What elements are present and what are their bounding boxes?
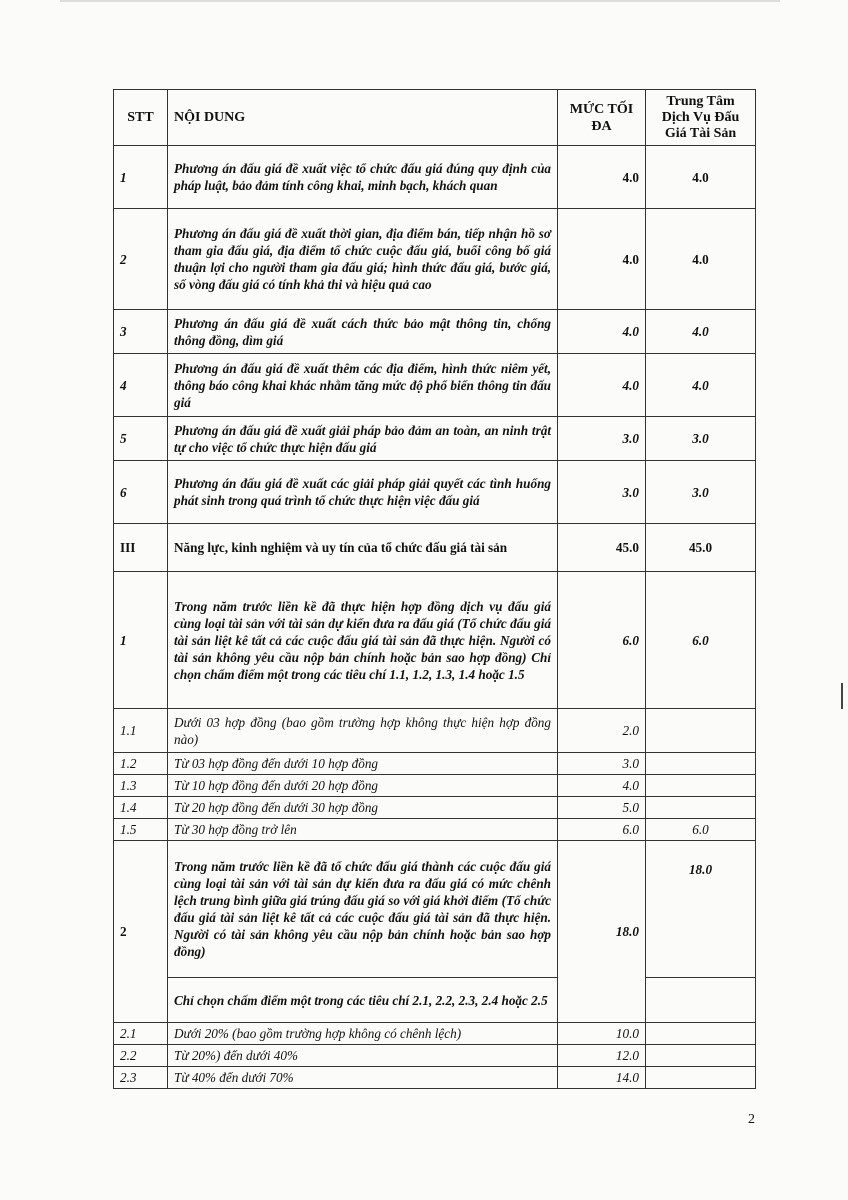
row-stt: 1.3: [114, 775, 168, 797]
row-content: Phương án đấu giá đề xuất giải pháp bảo đảm an toàn, an ninh trật tự cho việc tổ chức thực hiện đấu giá: [168, 417, 558, 461]
row-score: 4.0: [646, 310, 756, 354]
row-score: 6.0: [646, 819, 756, 841]
scoring-table: [113, 89, 756, 1089]
row-score: [646, 797, 756, 819]
row-content: Phương án đấu giá đề xuất cách thức bảo mật thông tin, chống thông đồng, dìm giá: [168, 310, 558, 354]
table-row: [114, 841, 756, 978]
row-max: 4.0: [558, 775, 646, 797]
row-score-empty: [646, 978, 756, 1023]
row-content-note: Chỉ chọn chấm điểm một trong các tiêu chí 2.1, 2.2, 2.3, 2.4 hoặc 2.5: [168, 978, 558, 1023]
row-stt: 2: [114, 209, 168, 310]
row-content: Phương án đấu giá đề xuất việc tổ chức đấu giá đúng quy định của pháp luật, bảo đảm tính công khai, minh bạch, khách quan: [168, 146, 558, 209]
section-stt: III: [114, 524, 168, 572]
row-content: Phương án đấu giá đề xuất thời gian, địa điểm bán, tiếp nhận hồ sơ tham gia đấu giá, địa điểm tổ chức cuộc đấu giá, buổi công bố giá thuận lợi cho người tham gia đấu giá; hình thức đấu giá, bước giá, số vòng đấu giá có tính khả thi và hiệu quả cao: [168, 209, 558, 310]
row-score: 3.0: [646, 417, 756, 461]
row-content: Phương án đấu giá đề xuất các giải pháp giải quyết các tình huống phát sinh trong quá trình tổ chức thực hiện việc đấu giá: [168, 461, 558, 524]
row-score: 3.0: [646, 461, 756, 524]
row-stt: 6: [114, 461, 168, 524]
row-score: [646, 1045, 756, 1067]
row-max: 3.0: [558, 753, 646, 775]
table-header-row: [114, 90, 756, 146]
table-row: [114, 1023, 756, 1045]
section-row: [114, 524, 756, 572]
row-content: Từ 20%) đến dưới 40%: [168, 1045, 558, 1067]
section-max: 45.0: [558, 524, 646, 572]
row-max: 4.0: [558, 209, 646, 310]
row-content: Từ 10 hợp đồng đến dưới 20 hợp đồng: [168, 775, 558, 797]
table-row: [114, 146, 756, 209]
row-max: 6.0: [558, 819, 646, 841]
row-score: 6.0: [646, 572, 756, 709]
table-row: [114, 709, 756, 753]
row-max: 5.0: [558, 797, 646, 819]
row-content: Dưới 03 hợp đồng (bao gồm trường hợp không thực hiện hợp đồng nào): [168, 709, 558, 753]
table-row: [114, 819, 756, 841]
table-row: [114, 978, 756, 1023]
row-score: 4.0: [646, 209, 756, 310]
row-content: Từ 30 hợp đồng trở lên: [168, 819, 558, 841]
row-stt: 1.1: [114, 709, 168, 753]
table-row: [114, 209, 756, 310]
row-max: 18.0: [558, 841, 646, 1023]
table-row: [114, 1045, 756, 1067]
table-row: [114, 572, 756, 709]
scan-mark: [841, 683, 843, 709]
row-score: [646, 753, 756, 775]
table-row: [114, 417, 756, 461]
row-stt: 4: [114, 354, 168, 417]
table-row: [114, 1067, 756, 1089]
table-row: [114, 753, 756, 775]
row-stt: 1.5: [114, 819, 168, 841]
row-stt: 3: [114, 310, 168, 354]
row-content: Phương án đấu giá đề xuất thêm các địa điểm, hình thức niêm yết, thông báo công khai khác nhằm tăng mức độ phổ biến thông tin đấu giá: [168, 354, 558, 417]
row-max: 12.0: [558, 1045, 646, 1067]
row-content: Dưới 20% (bao gồm trường hợp không có chênh lệch): [168, 1023, 558, 1045]
row-max: 3.0: [558, 461, 646, 524]
row-max: 14.0: [558, 1067, 646, 1089]
header-stt: STT: [114, 90, 168, 146]
section-title: Năng lực, kinh nghiệm và uy tín của tổ chức đấu giá tài sản: [168, 524, 558, 572]
row-content: Từ 20 hợp đồng đến dưới 30 hợp đồng: [168, 797, 558, 819]
header-muc-toi-da: MỨC TỐI ĐA: [558, 90, 646, 146]
row-score: 4.0: [646, 146, 756, 209]
row-score: [646, 1067, 756, 1089]
row-max: 2.0: [558, 709, 646, 753]
table-row: [114, 797, 756, 819]
row-content: Từ 40% đến dưới 70%: [168, 1067, 558, 1089]
row-stt: 5: [114, 417, 168, 461]
table-row: [114, 354, 756, 417]
row-stt: 1.4: [114, 797, 168, 819]
row-content: Từ 03 hợp đồng đến dưới 10 hợp đồng: [168, 753, 558, 775]
scan-edge: [60, 0, 780, 2]
row-stt: 1: [114, 572, 168, 709]
row-max: 10.0: [558, 1023, 646, 1045]
row-score: [646, 1023, 756, 1045]
row-score: 4.0: [646, 354, 756, 417]
table-row: [114, 310, 756, 354]
row-content: Trong năm trước liền kề đã thực hiện hợp đồng dịch vụ đấu giá cùng loại tài sản với tài sản dự kiến đưa ra đấu giá (Tổ chức đấu giá tài sản liệt kê tất cả các cuộc đấu giá tài sản đã thực hiện. Người có tài sản không yêu cầu nộp bản chính hoặc bản sao hợp đồng) Chỉ chọn chấm điểm một trong các tiêu chí 1.1, 1.2, 1.3, 1.4 hoặc 1.5: [168, 572, 558, 709]
header-noi-dung: NỘI DUNG: [168, 90, 558, 146]
row-stt: 2.1: [114, 1023, 168, 1045]
row-max: 4.0: [558, 146, 646, 209]
table-row: [114, 461, 756, 524]
row-max: 4.0: [558, 310, 646, 354]
row-score: [646, 775, 756, 797]
row-max: 6.0: [558, 572, 646, 709]
header-trung-tam: Trung Tâm Dịch Vụ Đấu Giá Tài Sản: [646, 90, 756, 146]
section-score: 45.0: [646, 524, 756, 572]
row-stt: 1: [114, 146, 168, 209]
row-stt: 1.2: [114, 753, 168, 775]
row-stt: 2.3: [114, 1067, 168, 1089]
row-content: Trong năm trước liền kề đã tổ chức đấu giá thành các cuộc đấu giá cùng loại tài sản với tài sản dự kiến đưa ra đấu giá có mức chênh lệch trung bình giữa giá trúng đấu giá so với giá khởi điểm (Tổ chức đấu giá tài sản liệt kê tất cả các cuộc đấu giá tài sản đã thực hiện. Người có tài sản không yêu cầu nộp bản chính hoặc bản sao hợp đồng): [168, 841, 558, 978]
row-score: [646, 709, 756, 753]
row-max: 3.0: [558, 417, 646, 461]
row-stt: 2.2: [114, 1045, 168, 1067]
table-row: [114, 775, 756, 797]
row-max: 4.0: [558, 354, 646, 417]
row-score: 18.0: [646, 841, 756, 978]
page-number: 2: [748, 1112, 755, 1127]
row-stt: 2: [114, 841, 168, 1023]
